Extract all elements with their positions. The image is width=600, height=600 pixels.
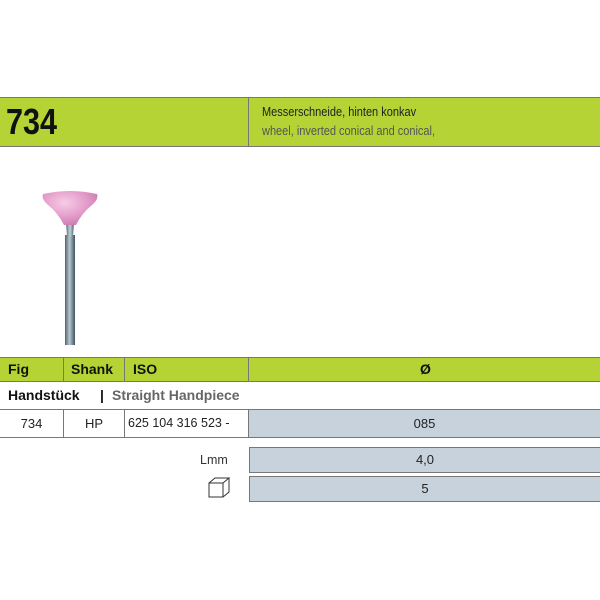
section-label-row [0, 382, 600, 410]
description-german: Messerschneide, hinten konkav [262, 105, 417, 119]
cell-iso: 625 104 316 523 - [128, 416, 230, 430]
cell-fig: 734 [20, 416, 43, 431]
cell-divider [124, 410, 125, 437]
cell-diameter: 085 [249, 410, 600, 437]
product-code: 734 [6, 101, 58, 142]
product-image [40, 185, 110, 345]
bur-neck [66, 223, 74, 237]
description-english: wheel, inverted conical and conical, [262, 124, 436, 138]
package-box-icon [207, 477, 233, 499]
column-shank: Shank [71, 361, 114, 377]
column-divider [248, 358, 249, 381]
section-separator: | [100, 387, 104, 403]
column-divider [63, 358, 64, 381]
table-row [0, 410, 600, 438]
column-fig: Fig [8, 361, 29, 377]
product-header [0, 97, 600, 147]
lmm-value: 4,0 [249, 447, 600, 473]
bur-shank [65, 235, 75, 345]
bur-head [43, 191, 98, 225]
pack-quantity-value: 5 [249, 476, 600, 502]
cell-shank: HP [84, 416, 104, 431]
header-divider [248, 98, 249, 146]
section-label-german: Handstück [8, 387, 80, 403]
table-header-row [0, 357, 600, 382]
column-diameter: Ø [420, 361, 431, 377]
column-divider [124, 358, 125, 381]
lmm-label: Lmm [200, 453, 228, 467]
column-iso: ISO [133, 361, 158, 377]
section-label-english: Straight Handpiece [112, 387, 240, 403]
